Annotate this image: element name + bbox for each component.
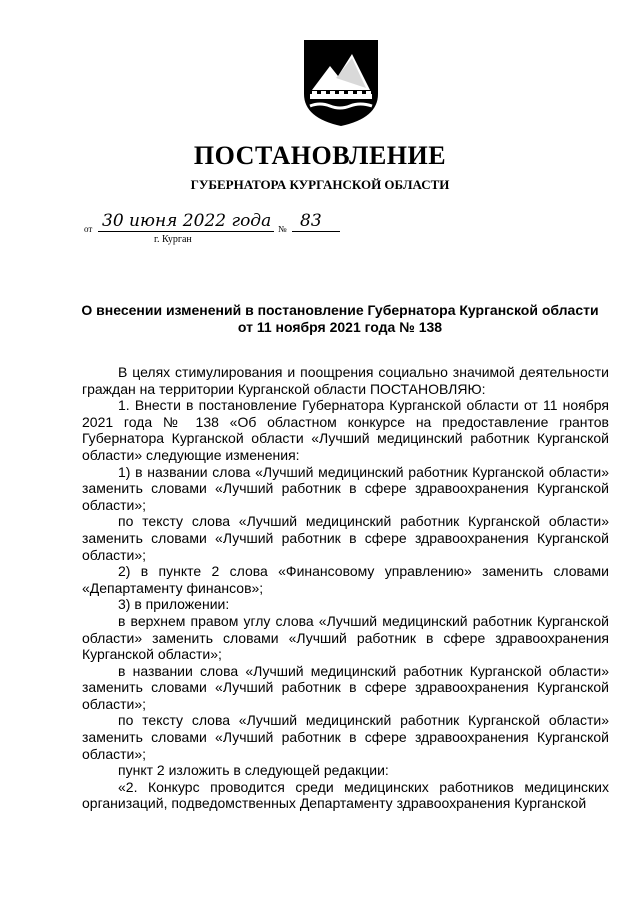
subject-line-2: от 11 ноября 2021 года № 138 [237, 319, 443, 335]
body-paragraph: по тексту слова «Лучший медицинский работник Курганской области» заменить словами «Лучший работник в сфере здравоохранения Курганской области»; [82, 513, 609, 563]
date-number-line [84, 211, 364, 248]
body-paragraph: пункт 2 изложить в следующей редакции: [118, 762, 389, 779]
document-body [82, 364, 609, 812]
from-label: от [84, 224, 93, 234]
handwritten-number: 83 [300, 211, 322, 231]
handwritten-date: 30 июня 2022 года [102, 211, 272, 231]
number-label: № [278, 224, 287, 234]
body-paragraph: по тексту слова «Лучший медицинский работник Курганской области» заменить словами «Лучший работник в сфере здравоохранения Курганской области»; [82, 712, 609, 762]
document-type-title: ПОСТАНОВЛЕНИЕ [193, 141, 447, 170]
body-paragraph: 1. Внести в постановление Губернатора Курганской области от 11 ноября 2021 года № 138 «Об областном конкурсе на предоставление грантов Губернатора Курганской области «Лучший медицинский работник Курганской области» следующие изменения: [82, 397, 609, 463]
date-underline [98, 231, 274, 232]
subject-line-1: О внесении изменений в постановление Губернатора Курганской области [81, 302, 599, 318]
city-label: г. Курган [154, 234, 192, 245]
document-subject [60, 302, 620, 336]
body-paragraph: В целях стимулирования и поощрения социально значимой деятельности граждан на территории Курганской области ПОСТАНОВЛЯЮ: [82, 364, 609, 397]
body-paragraph: «2. Конкурс проводится среди медицинских работников медицинских организаций, подведомственных Департаменту здравоохранения Курганской [82, 778, 609, 812]
body-paragraph: 3) в приложении: [118, 596, 230, 613]
body-paragraph: в названии слова «Лучший медицинский работник Курганской области» заменить словами «Лучший работник в сфере здравоохранения Курганской области»; [82, 662, 609, 712]
number-underline [292, 231, 340, 232]
coat-of-arms-icon [300, 36, 382, 128]
body-paragraph: 1) в названии слова «Лучший медицинский работник Курганской области» заменить словами «Лучший работник в сфере здравоохранения Курганской области»; [82, 463, 609, 513]
body-paragraph: 2) в пункте 2 слова «Финансовому управлению» заменить словами «Департаменту финансов»; [82, 563, 609, 596]
issuer-subtitle: ГУБЕРНАТОРА КУРГАНСКОЙ ОБЛАСТИ [190, 177, 450, 192]
body-paragraph: в верхнем правом углу слова «Лучший медицинский работник Курганской области» заменить словами «Лучший работник в сфере здравоохранения Курганской области»; [82, 612, 609, 663]
